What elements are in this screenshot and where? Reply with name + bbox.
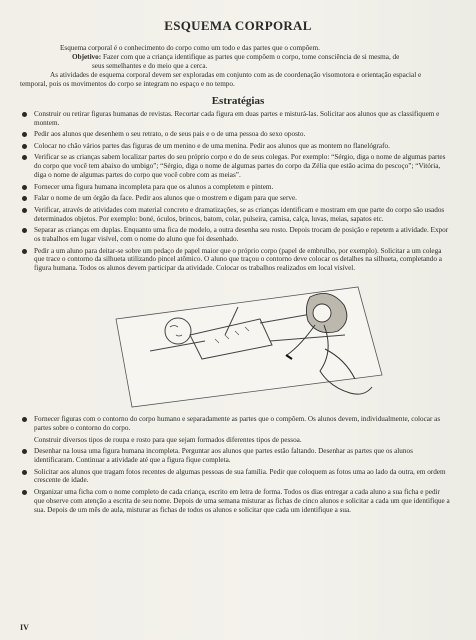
- list-item-text: Falar o nome de um órgão da face. Pedir aos alunos que o mostrem e digam para que serve.: [34, 194, 297, 203]
- list-item-text: Verificar, através de atividades com material concreto e dramatizações, se as crianças identificam e mostram em que parte do corpo são usados determinados objetos. Por exemplo: boné, óculos, brincos, batom, colar, pulseira, camisa, calça, luvas, meias, sapatos etc.: [34, 205, 445, 223]
- page-number: IV: [20, 623, 29, 632]
- list-item-text: Fornecer figuras com o contorno do corpo humano e separadamente as partes que o compõem. Os alunos devem, individualmente, colocar as partes sobre o contorno do corpo.: [34, 415, 441, 433]
- bullet-icon: [22, 155, 27, 160]
- list-item-text: Fornecer uma figura humana incompleta para que os alunos a completem e pintem.: [34, 182, 274, 191]
- bullet-icon: [22, 196, 27, 201]
- strategies-list-top: [20, 110, 456, 273]
- list-item: [20, 247, 456, 274]
- sub-line: Construir diversos tipos de roupa e rosto para que sejam formados diferentes tipos de pessoa.: [34, 435, 302, 444]
- page-title: ESQUEMA CORPORAL: [164, 18, 312, 33]
- bullet-icon: [22, 490, 27, 495]
- bullet-icon: [22, 449, 27, 454]
- bullet-icon: [22, 228, 27, 233]
- list-item: [20, 194, 456, 203]
- strategies-list-bottom: [20, 415, 456, 433]
- list-item-text: Desenhar na lousa uma figura humana incompleta. Perguntar aos alunos que partes estão faltando. Desenhar as partes que os alunos identificaram. Continuar a atividade até que a figura fique completa.: [34, 447, 413, 465]
- strategies-title: Estratégias: [211, 95, 265, 107]
- objective-text-line1: Fazer com que a criança identifique as partes que compõem o corpo, tome consciência de si mesma, de: [102, 53, 400, 61]
- objective-label: Objetivo:: [72, 53, 102, 61]
- list-item-text: Pedir a um aluno para deitar-se sobre um pedaço de papel maior que o próprio corpo (papel de embrulho, por exemplo). Solicitar a um colega que trace o contorno da silhueta utilizando pincel atômico. O aluno que traçou o contorno deve colocar os detalhes na silhueta, completando a figura humana. Todos os alunos devem participar da atividade. Colocar os trabalhos realizados em local visível.: [34, 246, 442, 273]
- list-item: [20, 153, 456, 180]
- list-item: [20, 142, 456, 151]
- list-item: [20, 468, 456, 486]
- bullet-icon: [22, 185, 27, 190]
- bullet-icon: [22, 470, 27, 475]
- list-item: [20, 226, 456, 244]
- illustration-children-tracing: [20, 279, 456, 411]
- bullet-icon: [22, 417, 27, 422]
- strategies-list-bottom-rest: [20, 447, 456, 515]
- list-item-text: Colocar no chão vários partes das figuras de um menino e de uma menina. Pedir aos alunos que as montem no flanelógrafo.: [34, 141, 390, 150]
- objective-text-line2: seus semelhantes e do meio que a cerca.: [92, 62, 208, 70]
- intro-paragraph: Esquema corporal é o conhecimento do corpo como um todo e das partes que o compõem.: [60, 44, 320, 52]
- list-item: [20, 110, 456, 128]
- bullet-icon: [22, 249, 27, 254]
- list-item-text: Solicitar aos alunos que tragam fotos recentes de algumas pessoas de sua família. Pedir que coloquem as fotos uma ao lado da outra, em ordem crescente de idade.: [34, 467, 446, 485]
- bullet-icon: [22, 132, 27, 137]
- list-item: [20, 447, 456, 465]
- activities-paragraph: As atividades de esquema corporal devem ser exploradas em conjunto com as de coordenação visomotora e orientação espacial e temporal, pois os movimentos do corpo se integram no espaço e no tempo.: [20, 71, 422, 88]
- list-item: [20, 415, 456, 433]
- bullet-icon: [22, 144, 27, 149]
- list-item: [20, 488, 456, 515]
- list-item-text: Separar as crianças em duplas. Enquanto uma fica de modelo, a outra desenha seu rosto. Depois trocam de posição e repetem a atividade. Expor os trabalhos em lugar visível, com o nome do aluno que foi desenhado.: [34, 226, 449, 244]
- list-item: [20, 183, 456, 192]
- objective-paragraph: [20, 53, 456, 71]
- list-item: [20, 130, 456, 139]
- list-item-text: Verificar se as crianças sabem localizar partes do seu próprio corpo e do de seus colegas. Por exemplo: “Sérgio, diga o nome de algumas partes do corpo que você tem abaixo do umbigo”; “Sérgio, diga o nome de algumas partes do corpo da Zélia que estão acima do pescoço”; “Vitória, diga o nome de algumas partes do corpo que você cobre com as meias”.: [34, 153, 446, 180]
- list-item-text: Construir ou retirar figuras humanas de revistas. Recortar cada figura em duas partes e misturá-las. Solicitar aos alunos que as classifiquem e montem.: [34, 110, 440, 127]
- list-item-text: Organizar uma ficha com o nome completo de cada criança, escrito em letra de forma. Todos os dias entregar a cada aluno a sua ficha e pedir que observe com atenção a escrita de seu nome. Depois de uma semana misturar as fichas de cinco alunos e solicitar a cada um que identifique a sua. Depois de um mês de aula, misturar as fichas de todos os alunos e solicitar que cada um identifique a sua.: [34, 487, 450, 514]
- bullet-icon: [22, 208, 27, 213]
- list-item-text: Pedir aos alunos que desenhem o seu retrato, o de seus pais e o de uma pessoa do sexo oposto.: [34, 130, 306, 139]
- bullet-icon: [22, 112, 27, 117]
- list-item: [20, 206, 456, 224]
- children-drawing-icon: [110, 279, 390, 411]
